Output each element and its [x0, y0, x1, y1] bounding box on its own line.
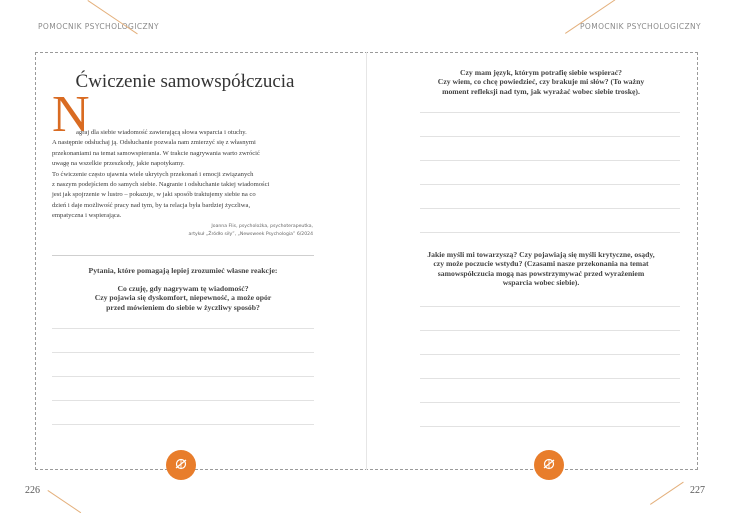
paragraph-line: dzień i daje możliwość pracy nad tym, by ta relacja była bardziej życzliwa, [52, 201, 251, 209]
writing-line [420, 160, 680, 161]
question-two [400, 250, 682, 288]
writing-line [52, 400, 314, 401]
question-one [400, 68, 682, 96]
question-list-left [52, 284, 314, 312]
writing-line [420, 306, 680, 307]
logo-badge-left [166, 450, 196, 480]
writing-line [420, 184, 680, 185]
paragraph-line: A następnie odsłuchaj ją. Odsłuchanie pozwala nam zmierzyć się z własnymi [52, 139, 256, 147]
question-line: Jakie myśli mi towarzyszą? Czy pojawiają się myśli krytyczne, osądy, [427, 250, 655, 259]
paragraph-line: agraj dla siebie wiadomość zawierającą słowa wsparcia i otuchy. [76, 129, 247, 136]
question-line: czy może poczucie wstydu? (Czasami nasze przekonania na temat [433, 259, 649, 269]
question-line: Czy wiem, co chcę powiedzieć, czy brakuje mi słów? (To ważny [437, 77, 645, 87]
writing-line [420, 378, 680, 379]
brain-leaf-icon [172, 455, 190, 473]
brain-leaf-icon [540, 455, 558, 473]
corner-stroke-bottom-left [47, 490, 81, 513]
page-title: Ćwiczenie samowspółczucia [75, 71, 295, 92]
paragraph-line: empatyczna i wspierająca. [52, 212, 122, 220]
book-spine [366, 52, 367, 470]
question-line: wsparcia wobec siebie). [502, 278, 580, 288]
question-line: Czy pojawia się dyskomfort, niepewność, a może opór [94, 293, 272, 303]
paragraph-line: uwagę na wszelkie przeszkody, jakie napotykamy. [52, 160, 185, 168]
running-header-right: POMOCNIK PSYCHOLOGICZNY [580, 22, 702, 31]
page-number-right: 227 [690, 485, 705, 496]
writing-line [420, 402, 680, 403]
intro-paragraph [52, 128, 314, 222]
writing-line [52, 424, 314, 425]
writing-line [420, 208, 680, 209]
question-line: Co czuję, gdy nagrywam tę wiadomość? [117, 284, 249, 293]
paragraph-line: z naszym podejściem do samych siebie. Nagranie i odsłuchanie takiej wiadomości [52, 181, 270, 189]
paragraph-line: jest jak spojrzenie w lustro – pokazuje, w jaki sposób traktujemy siebie na co [52, 191, 256, 199]
question-heading: Pytania, które pomagają lepiej zrozumieć własne reakcje: [88, 266, 278, 275]
writing-line [420, 112, 680, 113]
page-number-left: 226 [25, 485, 40, 496]
attribution-source: artykuł „Źródło siły”, „Newsweek Psychologia” 6/2024 [188, 232, 313, 237]
writing-line [420, 426, 680, 427]
writing-line [52, 376, 314, 377]
writing-line [420, 330, 680, 331]
writing-line [420, 136, 680, 137]
question-line: Czy mam język, którym potrafię siebie wspierać? [459, 68, 623, 77]
paragraph-line: To ćwiczenie często ujawnia wiele ukrytych przekonań i emocji związanych [52, 170, 254, 178]
writing-line [52, 328, 314, 329]
drop-cap: N [52, 86, 90, 143]
paragraph-line: przekonaniami na temat samowspierania. W trakcie nagrywania warto zwrócić [52, 149, 260, 157]
question-line: przed mówieniem do siebie w życzliwy sposób? [106, 302, 260, 312]
corner-stroke-bottom-right [650, 482, 684, 505]
divider-line [52, 255, 314, 256]
writing-line [52, 352, 314, 353]
writing-line [420, 232, 680, 233]
logo-badge-right [534, 450, 564, 480]
question-line: samowspółczucia mogą nas powstrzymywać przed wyrażeniem [437, 268, 645, 278]
writing-line [420, 354, 680, 355]
question-line: moment refleksji nad tym, jak wyrażać wobec siebie troskę). [442, 86, 640, 96]
attribution-author: Joanna Flis, psycholożka, psychoterapeutka, [211, 224, 313, 229]
running-header-left: POMOCNIK PSYCHOLOGICZNY [38, 22, 160, 31]
